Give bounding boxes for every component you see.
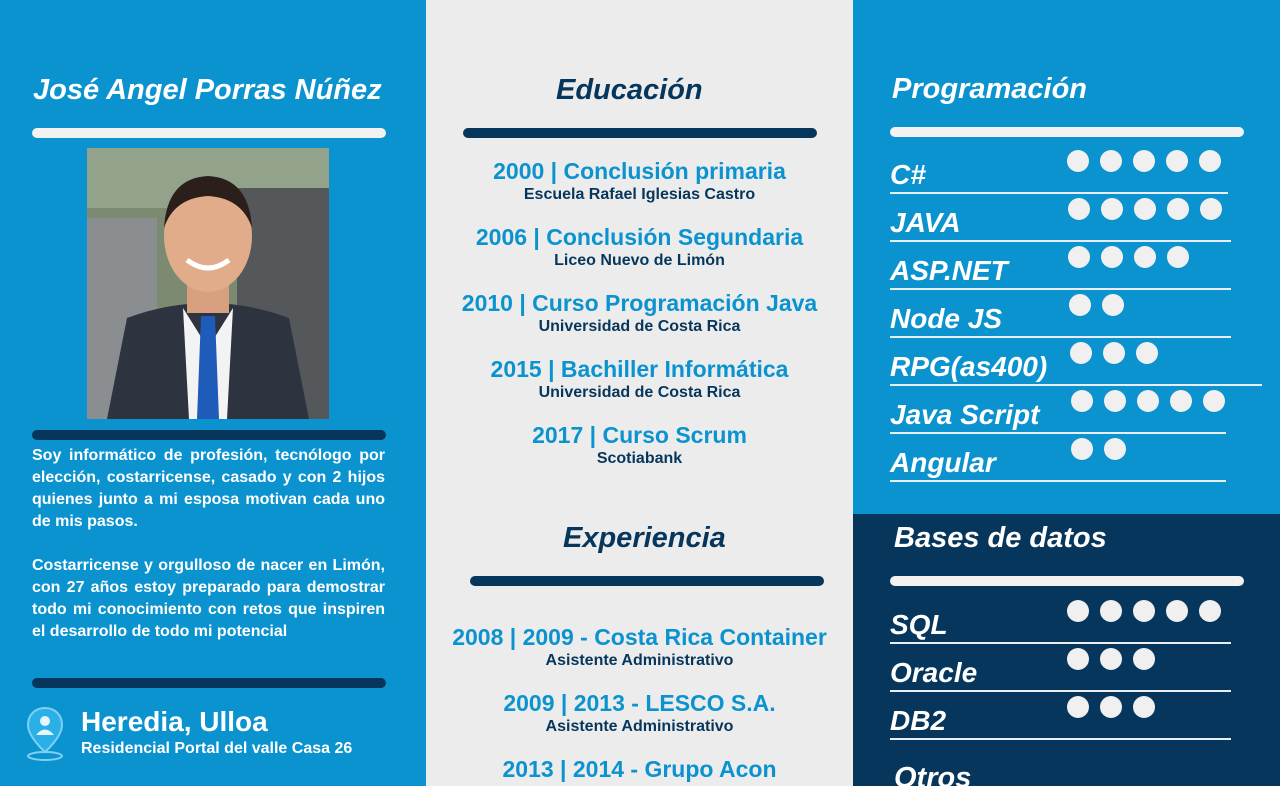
skill-level-dot	[1167, 198, 1189, 220]
skill-name: ASP.NET	[890, 255, 1008, 286]
skill-level-dots	[1071, 438, 1126, 460]
skill-level-dot	[1071, 438, 1093, 460]
skill-name: C#	[890, 159, 926, 190]
education-entry-heading: 2015 | Bachiller Informática	[490, 356, 789, 382]
skill-row	[890, 648, 1231, 692]
skill-level-dots	[1067, 696, 1155, 718]
databases-divider	[890, 576, 1244, 586]
skill-row	[890, 150, 1228, 194]
skill-level-dot	[1100, 696, 1122, 718]
skill-row	[890, 696, 1231, 740]
skill-level-dot	[1136, 342, 1158, 364]
skill-level-dot	[1100, 600, 1122, 622]
education-entry-subtitle: Liceo Nuevo de Limón	[554, 252, 725, 269]
skill-level-dot	[1068, 246, 1090, 268]
skill-level-dot	[1199, 150, 1221, 172]
skill-level-dot	[1199, 600, 1221, 622]
location-city: Heredia, Ulloa	[81, 706, 268, 737]
location-pin-icon	[26, 706, 64, 762]
skill-level-dots	[1067, 150, 1221, 172]
education-entry-heading: 2000 | Conclusión primaria	[493, 158, 786, 184]
skill-level-dot	[1137, 390, 1159, 412]
skill-level-dot	[1104, 438, 1126, 460]
skill-level-dot	[1133, 648, 1155, 670]
location-address: Residencial Portal del valle Casa 26	[81, 740, 353, 757]
skill-row	[890, 198, 1231, 242]
skill-row	[890, 390, 1226, 434]
skill-level-dot	[1166, 150, 1188, 172]
experience-entry-heading: 2009 | 2013 - LESCO S.A.	[503, 690, 776, 716]
programming-title: Programación	[892, 73, 1087, 105]
skill-level-dot	[1133, 696, 1155, 718]
education-entry-heading: 2017 | Curso Scrum	[532, 422, 747, 448]
education-divider	[463, 128, 817, 138]
experience-entry-heading: 2013 | 2014 - Grupo Acon	[502, 756, 777, 782]
education-entry-subtitle: Escuela Rafael Iglesias Castro	[523, 186, 756, 203]
skill-name: SQL	[890, 609, 948, 640]
bio-paragraph-2: Costarricense y orgulloso de nacer en Limón, con 27 años estoy preparado para demostrar todo mi conocimiento con retos que inspiren el desarrollo de todo mi potencial	[32, 557, 385, 640]
skill-level-dot	[1068, 198, 1090, 220]
skill-name: Oracle	[890, 657, 978, 688]
experience-title: Experiencia	[563, 522, 726, 554]
skill-level-dots	[1068, 198, 1222, 220]
education-title: Educación	[556, 74, 703, 106]
skill-name: Java Script	[890, 399, 1040, 430]
education-entry-subtitle: Universidad de Costa Rica	[538, 318, 741, 335]
skill-level-dot	[1067, 696, 1089, 718]
skill-level-dot	[1067, 600, 1089, 622]
skill-level-dot	[1166, 600, 1188, 622]
experience-divider	[470, 576, 824, 586]
skill-level-dots	[1067, 600, 1221, 622]
photo-divider	[32, 430, 386, 440]
skill-level-dots	[1070, 342, 1158, 364]
skill-name: RPG(as400)	[890, 351, 1048, 382]
programming-divider	[890, 127, 1244, 137]
experience-entry-heading: 2008 | 2009 - Costa Rica Container	[452, 624, 827, 650]
skill-level-dot	[1104, 390, 1126, 412]
profile-name: José Angel Porras Núñez	[33, 74, 382, 106]
bio-paragraph-1: Soy informático de profesión, tecnólogo por elección, costarricense, casado y con 2 hijos quienes junto a mi esposa motivan cada uno de mis pasos.	[32, 447, 385, 530]
skill-level-dot	[1200, 198, 1222, 220]
skill-row	[890, 600, 1231, 644]
databases-title: Bases de datos	[894, 522, 1107, 554]
education-entry-heading: 2006 | Conclusión Segundaria	[475, 224, 804, 250]
skill-name: DB2	[890, 705, 947, 736]
skill-level-dot	[1133, 600, 1155, 622]
skill-level-dot	[1167, 246, 1189, 268]
skill-level-dots	[1068, 246, 1189, 268]
bio-divider	[32, 678, 386, 688]
skill-level-dot	[1170, 390, 1192, 412]
education-entry-subtitle: Scotiabank	[596, 450, 683, 467]
skill-level-dot	[1102, 294, 1124, 316]
skill-level-dot	[1103, 342, 1125, 364]
skill-level-dot	[1071, 390, 1093, 412]
skill-level-dot	[1203, 390, 1225, 412]
skill-row	[890, 246, 1231, 290]
skill-level-dot	[1100, 648, 1122, 670]
skill-level-dot	[1101, 246, 1123, 268]
skill-level-dot	[1134, 246, 1156, 268]
education-entry-heading: 2010 | Curso Programación Java	[461, 290, 818, 316]
education-entry-subtitle: Universidad de Costa Rica	[538, 384, 741, 401]
skill-level-dot	[1067, 648, 1089, 670]
skill-name: Node JS	[890, 303, 1003, 334]
skill-level-dots	[1067, 648, 1155, 670]
experience-entry-subtitle: Asistente Administrativo	[545, 652, 734, 669]
skill-level-dots	[1069, 294, 1124, 316]
profile-photo	[87, 148, 329, 419]
name-divider	[32, 128, 386, 138]
skill-name: Angular	[890, 447, 996, 478]
skill-row	[890, 342, 1262, 386]
skill-row	[890, 438, 1226, 482]
skill-level-dot	[1134, 198, 1156, 220]
skill-level-dot	[1133, 150, 1155, 172]
skill-level-dot	[1067, 150, 1089, 172]
experience-entry-subtitle: Asistente Administrativo	[545, 718, 734, 735]
skill-level-dots	[1071, 390, 1225, 412]
skill-level-dot	[1101, 198, 1123, 220]
skill-level-dot	[1100, 150, 1122, 172]
skill-name: JAVA	[890, 207, 961, 238]
others-title: Otros	[894, 762, 972, 786]
skill-row	[890, 294, 1231, 338]
skill-level-dot	[1069, 294, 1091, 316]
skill-level-dot	[1070, 342, 1092, 364]
